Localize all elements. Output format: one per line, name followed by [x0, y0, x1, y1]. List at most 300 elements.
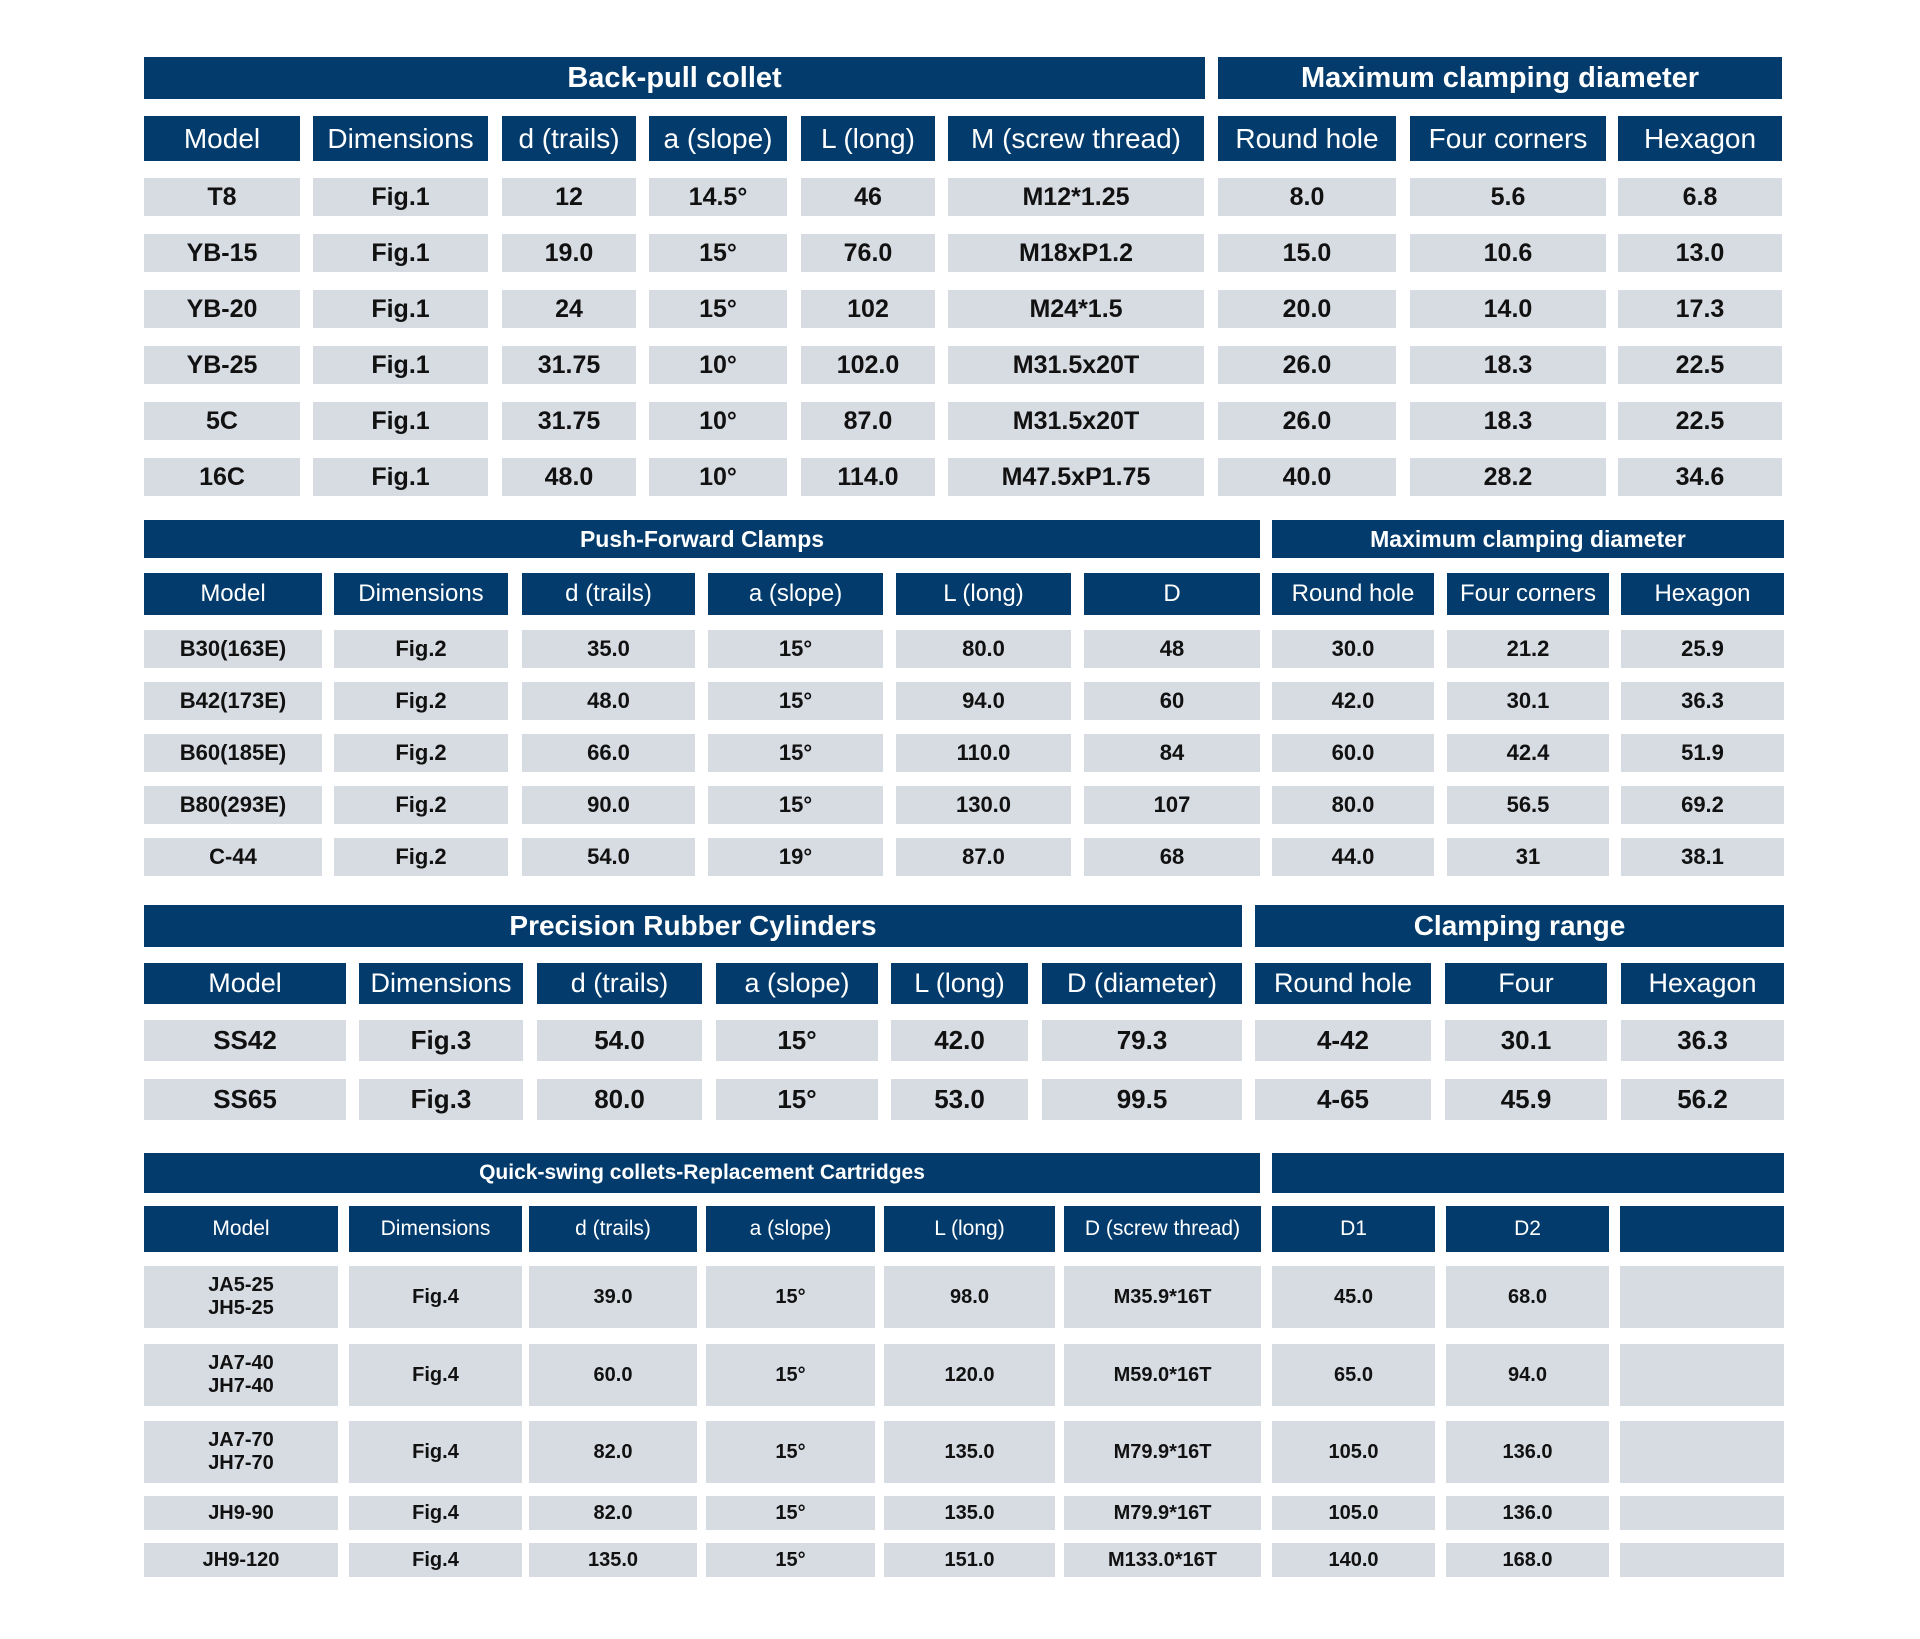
table-cell — [716, 1079, 878, 1120]
table-cell-text: 60.0 — [1331, 740, 1375, 766]
column-header — [1064, 1206, 1261, 1252]
table-cell-text: 82.0 — [593, 1501, 633, 1524]
table-cell-text: 60 — [1159, 688, 1185, 714]
table-cell — [1618, 458, 1782, 496]
table-cell-text: 105.0 — [1328, 1501, 1379, 1524]
column-header-text: D1 — [1340, 1217, 1367, 1240]
table-cell — [891, 1079, 1028, 1120]
table-cell — [948, 290, 1204, 328]
table-cell-text: 60.0 — [593, 1363, 633, 1386]
table-cell — [1084, 734, 1260, 772]
table-cell-text: SS42 — [213, 1024, 277, 1055]
table-cell — [349, 1421, 522, 1483]
column-header — [1218, 116, 1396, 161]
table-cell-text: 68.0 — [1508, 1285, 1547, 1308]
table-cell-text: T8 — [207, 182, 237, 211]
table-cell-text: JA7-40 JH7-40 — [208, 1352, 274, 1397]
table-cell — [144, 682, 322, 720]
table-cell — [1410, 402, 1606, 440]
table-cell — [1410, 234, 1606, 272]
table-cell — [144, 178, 300, 216]
column-header-text: D (screw thread) — [1084, 1217, 1241, 1240]
table-cell — [884, 1421, 1055, 1483]
table-cell — [708, 734, 883, 772]
table-cell-text: M35.9*16T — [1113, 1285, 1212, 1308]
section-title-text: Push-Forward Clamps — [579, 525, 825, 552]
table-cell — [948, 346, 1204, 384]
table-cell-text: M18xP1.2 — [1019, 238, 1133, 267]
table-cell-text: M31.5x20T — [1012, 350, 1140, 379]
table-cell-text: 107 — [1153, 792, 1191, 818]
table-cell-text: 20.0 — [1282, 294, 1332, 323]
table-cell-text: 15° — [699, 294, 737, 323]
table-cell-text: 13.0 — [1675, 238, 1725, 267]
column-header-text: M (screw thread) — [970, 122, 1182, 154]
table-cell-text: 15° — [775, 1501, 806, 1524]
table-cell — [706, 1344, 875, 1406]
table-cell-text: 80.0 — [962, 636, 1005, 662]
table-cell-text: 26.0 — [1282, 406, 1332, 435]
table-cell — [1042, 1079, 1242, 1120]
table-cell — [1272, 682, 1434, 720]
table-cell-text: Fig.2 — [395, 688, 447, 714]
table-cell-text: Fig.1 — [371, 350, 430, 379]
table-cell-text: 15° — [775, 1548, 806, 1571]
table-cell — [1272, 1496, 1435, 1530]
table-cell-text: 14.0 — [1483, 294, 1533, 323]
table-cell — [1620, 1543, 1784, 1577]
table-cell-text: 80.0 — [594, 1083, 645, 1114]
table-cell-text: B30(163E) — [179, 636, 287, 662]
column-header — [1446, 1206, 1609, 1252]
table-cell-text: 99.5 — [1116, 1083, 1168, 1114]
column-header-text: d (trails) — [565, 580, 652, 607]
column-header — [502, 116, 636, 161]
column-header — [948, 116, 1204, 161]
table-cell — [537, 1020, 702, 1061]
table-cell-text: Fig.2 — [395, 844, 447, 870]
table-cell-text: M79.9*16T — [1113, 1501, 1212, 1524]
column-header-text: d (trails) — [575, 1217, 651, 1240]
table-cell-text: 35.0 — [587, 636, 630, 662]
table-cell-text: 44.0 — [1331, 844, 1375, 870]
table-cell-text: 140.0 — [1328, 1548, 1379, 1571]
table-cell-text: 114.0 — [837, 462, 899, 491]
column-header — [1447, 573, 1609, 615]
table-cell-text: Fig.2 — [395, 636, 447, 662]
table-cell-text: 4-65 — [1316, 1083, 1370, 1114]
table-cell-text: YB-15 — [186, 238, 258, 267]
table-cell-text: 31 — [1515, 844, 1541, 870]
table-cell — [884, 1496, 1055, 1530]
table-cell — [1272, 1543, 1435, 1577]
table-cell — [144, 1543, 338, 1577]
table-cell — [708, 786, 883, 824]
table-cell-text: YB-25 — [186, 350, 258, 379]
table-cell-text: 36.3 — [1677, 1024, 1728, 1055]
table-cell — [502, 234, 636, 272]
column-header-text: Four corners — [1428, 122, 1588, 154]
column-header-text: Hexagon — [1648, 968, 1757, 998]
table-cell — [801, 290, 935, 328]
table-cell-text: 87.0 — [843, 406, 893, 435]
column-header — [144, 573, 322, 615]
table-cell — [708, 838, 883, 876]
table-cell-text: 15° — [775, 1440, 806, 1463]
column-header — [896, 573, 1071, 615]
table-cell — [144, 1079, 346, 1120]
table-cell — [1621, 838, 1784, 876]
table-cell — [502, 178, 636, 216]
table-cell-text: 42.0 — [934, 1024, 985, 1055]
table-cell — [349, 1344, 522, 1406]
table-cell-text: SS65 — [213, 1083, 277, 1114]
table-cell — [144, 346, 300, 384]
column-header-text: a (slope) — [663, 122, 773, 154]
table-cell — [1084, 786, 1260, 824]
column-header — [891, 963, 1028, 1004]
column-header — [1621, 963, 1784, 1004]
table-cell — [649, 346, 787, 384]
table-cell-text: 82.0 — [593, 1440, 633, 1463]
group-title — [1272, 1153, 1784, 1193]
table-cell-text: 28.2 — [1483, 462, 1533, 491]
group-title — [1272, 520, 1784, 558]
table-cell — [144, 234, 300, 272]
table-cell-text: 56.2 — [1677, 1083, 1728, 1114]
table-cell-text: 46 — [854, 182, 882, 211]
table-cell — [359, 1079, 523, 1120]
table-cell — [522, 682, 695, 720]
column-header — [1255, 963, 1431, 1004]
table-cell-text: 22.5 — [1675, 350, 1725, 379]
table-cell-text: 19.0 — [544, 238, 594, 267]
group-title — [1218, 57, 1782, 99]
table-cell-text: 15° — [777, 1083, 817, 1114]
table-cell — [948, 458, 1204, 496]
table-cell — [896, 630, 1071, 668]
column-header — [1445, 963, 1607, 1004]
table-cell — [708, 630, 883, 668]
table-cell-text: 42.4 — [1506, 740, 1550, 766]
table-cell — [1064, 1344, 1261, 1406]
table-cell — [649, 178, 787, 216]
table-cell-text: Fig.1 — [371, 462, 430, 491]
table-cell — [884, 1344, 1055, 1406]
table-cell — [896, 734, 1071, 772]
table-cell-text: M31.5x20T — [1012, 406, 1140, 435]
table-cell — [144, 1496, 338, 1530]
table-cell-text: 22.5 — [1675, 406, 1725, 435]
table-cell — [1618, 178, 1782, 216]
column-header-text: a (slope) — [744, 968, 850, 998]
table-cell-text: 10° — [699, 462, 737, 491]
column-header-text: Round hole — [1273, 968, 1413, 998]
column-header — [706, 1206, 875, 1252]
table-cell — [144, 734, 322, 772]
table-cell-text: 130.0 — [955, 792, 1012, 818]
group-title-text: Maximum clamping diameter — [1370, 525, 1686, 552]
table-cell-text: 56.5 — [1506, 792, 1550, 818]
table-cell-text: JH9-120 — [202, 1548, 280, 1571]
table-cell — [1064, 1543, 1261, 1577]
table-cell — [1621, 734, 1784, 772]
column-header — [529, 1206, 697, 1252]
table-cell-text: 26.0 — [1282, 350, 1332, 379]
table-cell-text: 15° — [777, 1024, 817, 1055]
column-header — [1620, 1206, 1784, 1252]
table-cell — [529, 1543, 697, 1577]
table-cell-text: 15.0 — [1282, 238, 1332, 267]
table-cell — [649, 290, 787, 328]
table-cell-text: 15° — [778, 740, 813, 766]
column-header — [1272, 1206, 1435, 1252]
table-cell — [1064, 1421, 1261, 1483]
table-cell-text: 84 — [1159, 740, 1185, 766]
table-cell — [144, 786, 322, 824]
table-cell — [1447, 682, 1609, 720]
table-cell — [1620, 1421, 1784, 1483]
table-cell — [1446, 1543, 1609, 1577]
table-cell-text: 18.3 — [1483, 350, 1533, 379]
table-cell — [649, 458, 787, 496]
table-cell — [334, 682, 508, 720]
table-cell — [948, 234, 1204, 272]
table-cell-text: 14.5° — [688, 182, 748, 211]
table-cell-text: 15° — [699, 238, 737, 267]
table-cell-text: 65.0 — [1334, 1363, 1373, 1386]
table-cell — [1410, 458, 1606, 496]
table-cell-text: 39.0 — [593, 1285, 633, 1308]
column-header — [801, 116, 935, 161]
column-header — [144, 963, 346, 1004]
table-cell-text: 135.0 — [944, 1440, 995, 1463]
table-cell-text: 120.0 — [944, 1363, 995, 1386]
table-cell-text: Fig.3 — [410, 1024, 472, 1055]
table-cell — [1272, 1344, 1435, 1406]
table-cell-text: Fig.1 — [371, 182, 430, 211]
table-cell-text: Fig.4 — [412, 1363, 459, 1386]
table-cell — [1410, 178, 1606, 216]
column-header-text: L (long) — [934, 1217, 1005, 1240]
column-header-text: Round hole — [1235, 122, 1379, 154]
table-cell-text: 110.0 — [956, 740, 1011, 766]
table-cell — [896, 786, 1071, 824]
table-cell — [948, 402, 1204, 440]
table-cell-text: 42.0 — [1331, 688, 1375, 714]
table-cell-text: 25.9 — [1681, 636, 1724, 662]
table-cell-text: 15° — [775, 1363, 806, 1386]
column-header — [1272, 573, 1434, 615]
table-cell — [334, 734, 508, 772]
column-header-text: d (trails) — [570, 968, 669, 998]
column-header — [1410, 116, 1606, 161]
table-cell — [502, 290, 636, 328]
table-cell — [144, 290, 300, 328]
table-cell-text: B80(293E) — [179, 792, 287, 818]
section-title-text: Quick-swing collets-Replacement Cartridges — [479, 1161, 925, 1184]
group-title-text: Clamping range — [1413, 910, 1626, 941]
table-cell — [1255, 1079, 1431, 1120]
table-cell — [144, 1421, 338, 1483]
table-cell — [359, 1020, 523, 1061]
column-header — [349, 1206, 522, 1252]
column-header-text: Dimensions — [370, 968, 512, 998]
group-title — [1255, 905, 1784, 947]
table-cell — [529, 1421, 697, 1483]
section-title — [144, 1153, 1260, 1193]
table-cell-text: 87.0 — [962, 844, 1005, 870]
table-cell — [1447, 630, 1609, 668]
table-cell-text: Fig.2 — [395, 740, 447, 766]
column-header-text: d (trails) — [518, 122, 620, 154]
table-cell — [313, 234, 488, 272]
table-cell — [144, 838, 322, 876]
column-header — [708, 573, 883, 615]
table-cell-text: M59.0*16T — [1113, 1363, 1212, 1386]
table-cell — [708, 682, 883, 720]
table-cell — [896, 682, 1071, 720]
table-cell-text: 10° — [699, 406, 737, 435]
table-cell — [313, 290, 488, 328]
table-cell — [313, 458, 488, 496]
table-cell — [884, 1543, 1055, 1577]
column-header-text: Model — [183, 122, 261, 154]
table-cell — [948, 178, 1204, 216]
column-header — [313, 116, 488, 161]
table-cell — [1272, 1266, 1435, 1328]
table-cell-text: 21.2 — [1506, 636, 1550, 662]
table-cell — [1621, 682, 1784, 720]
table-cell — [1618, 290, 1782, 328]
table-cell — [1272, 734, 1434, 772]
table-cell — [1084, 630, 1260, 668]
table-cell — [1218, 346, 1396, 384]
table-cell-text: 98.0 — [950, 1285, 989, 1308]
table-cell — [144, 630, 322, 668]
table-cell-text: 79.3 — [1116, 1024, 1168, 1055]
table-cell — [801, 234, 935, 272]
table-cell — [1064, 1496, 1261, 1530]
table-cell — [1446, 1496, 1609, 1530]
column-header-text: Model — [212, 1217, 270, 1240]
table-cell-text: JH9-90 — [208, 1501, 274, 1524]
table-cell — [1447, 838, 1609, 876]
column-header — [649, 116, 787, 161]
table-cell — [529, 1266, 697, 1328]
table-cell — [349, 1496, 522, 1530]
table-cell — [1618, 346, 1782, 384]
table-cell-text: Fig.4 — [412, 1285, 459, 1308]
table-cell-text: Fig.1 — [371, 294, 430, 323]
table-cell-text: 51.9 — [1681, 740, 1724, 766]
table-cell-text: 38.1 — [1681, 844, 1724, 870]
column-header — [884, 1206, 1055, 1252]
table-cell-text: 34.6 — [1675, 462, 1725, 491]
table-cell-text: 30.1 — [1506, 688, 1550, 714]
table-cell-text: 48.0 — [544, 462, 594, 491]
table-cell — [1272, 1421, 1435, 1483]
column-header-text: Model — [208, 968, 282, 998]
column-header — [359, 963, 523, 1004]
table-cell — [706, 1543, 875, 1577]
table-cell-text: 76.0 — [843, 238, 893, 267]
table-cell — [1410, 290, 1606, 328]
column-header-text: D2 — [1514, 1217, 1541, 1240]
table-cell-text: 66.0 — [587, 740, 630, 766]
table-cell-text: M133.0*16T — [1108, 1548, 1217, 1571]
table-cell-text: 30.1 — [1500, 1024, 1552, 1055]
section-title — [144, 520, 1260, 558]
table-cell — [1410, 346, 1606, 384]
table-cell — [1445, 1020, 1607, 1061]
table-cell — [1621, 1079, 1784, 1120]
column-header-text: D — [1163, 580, 1181, 607]
table-cell — [1272, 786, 1434, 824]
table-cell — [502, 402, 636, 440]
table-cell — [522, 786, 695, 824]
table-cell-text: 69.2 — [1681, 792, 1724, 818]
table-cell — [349, 1266, 522, 1328]
table-cell-text: 6.8 — [1682, 182, 1718, 211]
table-cell-text: 36.3 — [1681, 688, 1724, 714]
table-cell-text: 151.0 — [944, 1548, 995, 1571]
table-cell — [144, 1020, 346, 1061]
table-cell-text: 48.0 — [587, 688, 630, 714]
table-cell-text: Fig.1 — [371, 406, 430, 435]
table-cell — [1446, 1266, 1609, 1328]
table-cell — [1218, 458, 1396, 496]
table-cell — [1621, 630, 1784, 668]
table-cell-text: 5.6 — [1490, 182, 1526, 211]
table-cell — [529, 1344, 697, 1406]
table-cell — [313, 402, 488, 440]
table-cell — [801, 346, 935, 384]
table-cell — [334, 630, 508, 668]
table-cell — [1446, 1421, 1609, 1483]
table-cell-text: 45.9 — [1500, 1083, 1552, 1114]
column-header-text: Four corners — [1459, 580, 1597, 607]
column-header-text: L (long) — [821, 122, 915, 154]
table-cell — [706, 1266, 875, 1328]
table-cell — [706, 1496, 875, 1530]
table-cell — [502, 458, 636, 496]
table-cell — [1446, 1344, 1609, 1406]
table-cell — [522, 838, 695, 876]
table-cell-text: YB-20 — [186, 294, 258, 323]
table-cell-text: 45.0 — [1334, 1285, 1373, 1308]
table-cell-text: M12*1.25 — [1022, 182, 1130, 211]
table-cell-text: 94.0 — [1508, 1363, 1547, 1386]
column-header — [716, 963, 878, 1004]
table-cell — [1042, 1020, 1242, 1061]
table-cell-text: 94.0 — [962, 688, 1005, 714]
table-cell — [1084, 838, 1260, 876]
column-header-text: Dimensions — [358, 580, 484, 607]
table-cell-text: 102 — [847, 294, 889, 323]
table-cell-text: Fig.4 — [412, 1501, 459, 1524]
table-cell-text: Fig.4 — [412, 1440, 459, 1463]
table-cell — [313, 346, 488, 384]
table-cell-text: 31.75 — [537, 406, 601, 435]
table-cell-text: 31.75 — [537, 350, 601, 379]
table-cell — [706, 1421, 875, 1483]
table-cell — [313, 178, 488, 216]
column-header — [1618, 116, 1782, 161]
table-cell-text: Fig.2 — [395, 792, 447, 818]
table-cell-text: 19° — [778, 844, 813, 870]
column-header-text: Dimensions — [380, 1217, 491, 1240]
